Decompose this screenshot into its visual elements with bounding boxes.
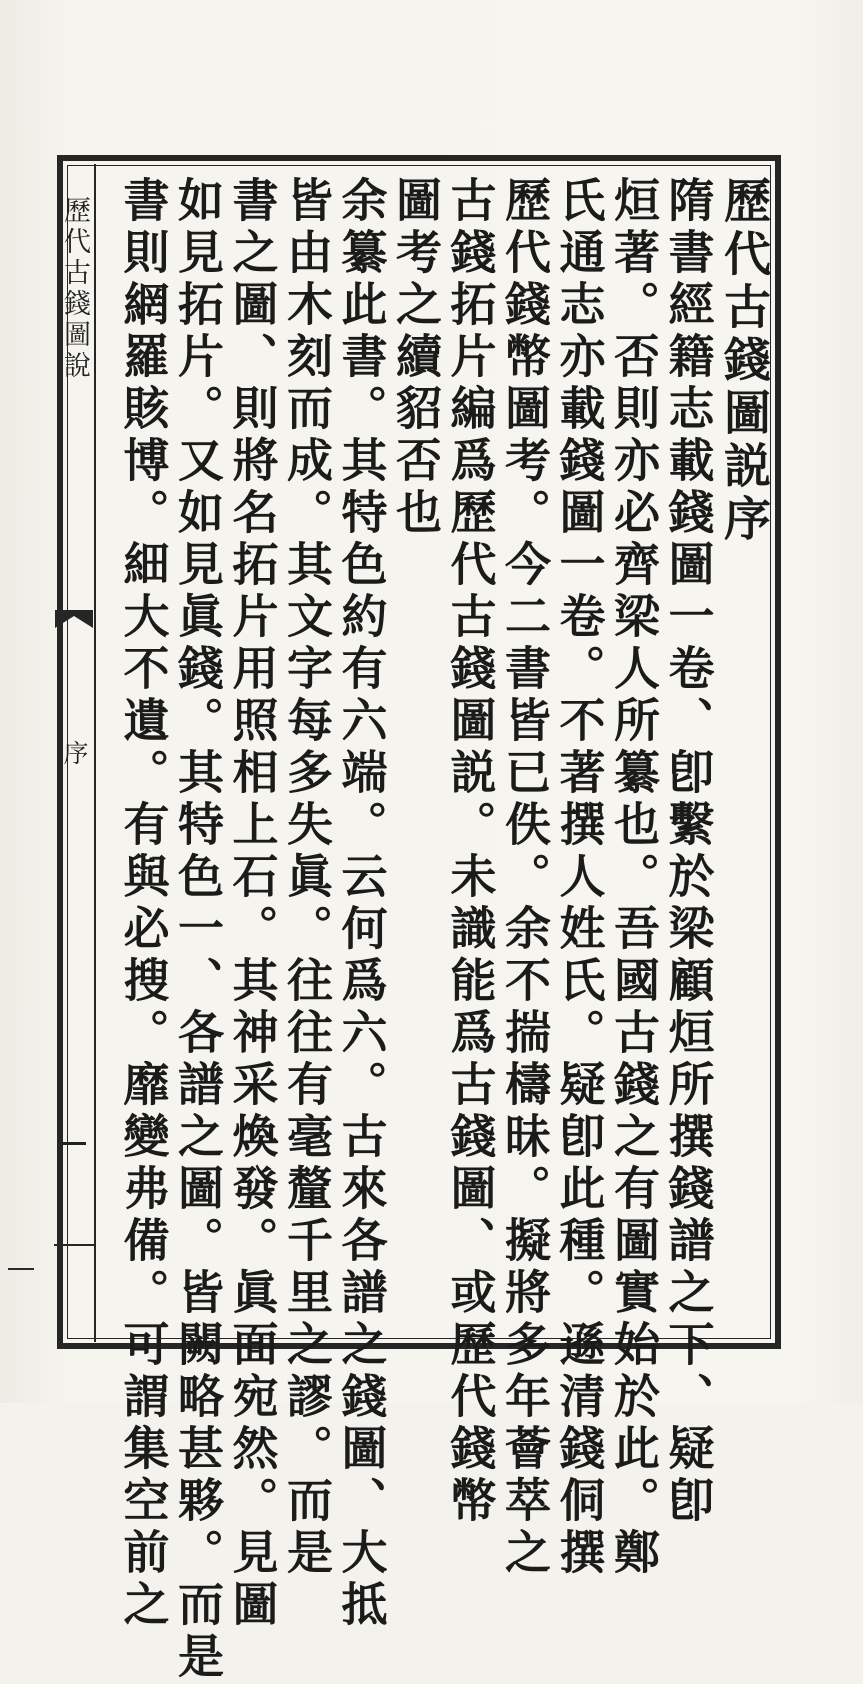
text-column: 古錢拓片編爲歷代古錢圖説。未識能爲古錢圖、或歷代錢幣	[443, 176, 498, 1528]
preface-text	[110, 176, 771, 1684]
text-column: 書則網羅賅博。細大不遺。有與必搜。靡變弗備。可謂集空前之	[116, 176, 171, 1632]
section-label: 序	[60, 739, 89, 765]
preface-title: 歷代古錢圖説序	[716, 176, 771, 547]
center-margin	[54, 164, 96, 1342]
text-column: 圖考之續貂否也	[389, 176, 443, 540]
text-column: 烜著。否則亦必齊梁人所纂也。吾國古錢之有圖實始於此。鄭	[607, 176, 661, 1580]
text-column: 皆由木刻而成。其文字每多失眞。往往有毫釐千里之謬。而是	[280, 176, 334, 1580]
text-column: 余纂此書。其特色約有六端。云何爲六。古來各譜之錢圖、大抵	[334, 176, 389, 1632]
book-title: 歷代古錢圖說	[59, 196, 90, 382]
text-column: 如見拓片。又如見眞錢。其特色一、各譜之圖。皆闕略甚夥。而是	[171, 176, 225, 1684]
page-number	[62, 1142, 86, 1145]
edge-mark	[8, 1268, 34, 1270]
text-column: 歷代錢幣圖考。今二書皆已佚。余不揣檮昧。擬將多年薈萃之	[498, 176, 552, 1580]
text-column: 隋書經籍志載錢圖一卷、卽繫於梁顧烜所撰錢譜之下、疑卽	[661, 176, 716, 1528]
margin-rule	[54, 1244, 94, 1246]
fish-tail-icon	[55, 610, 93, 628]
text-column: 書之圖、則將名拓片用照相上石。其神采煥發。眞面宛然。見圖	[225, 176, 280, 1632]
text-column: 氏通志亦載錢圖一卷。不著撰人姓氏。疑卽此種。遜清錢侗撰	[552, 176, 607, 1580]
